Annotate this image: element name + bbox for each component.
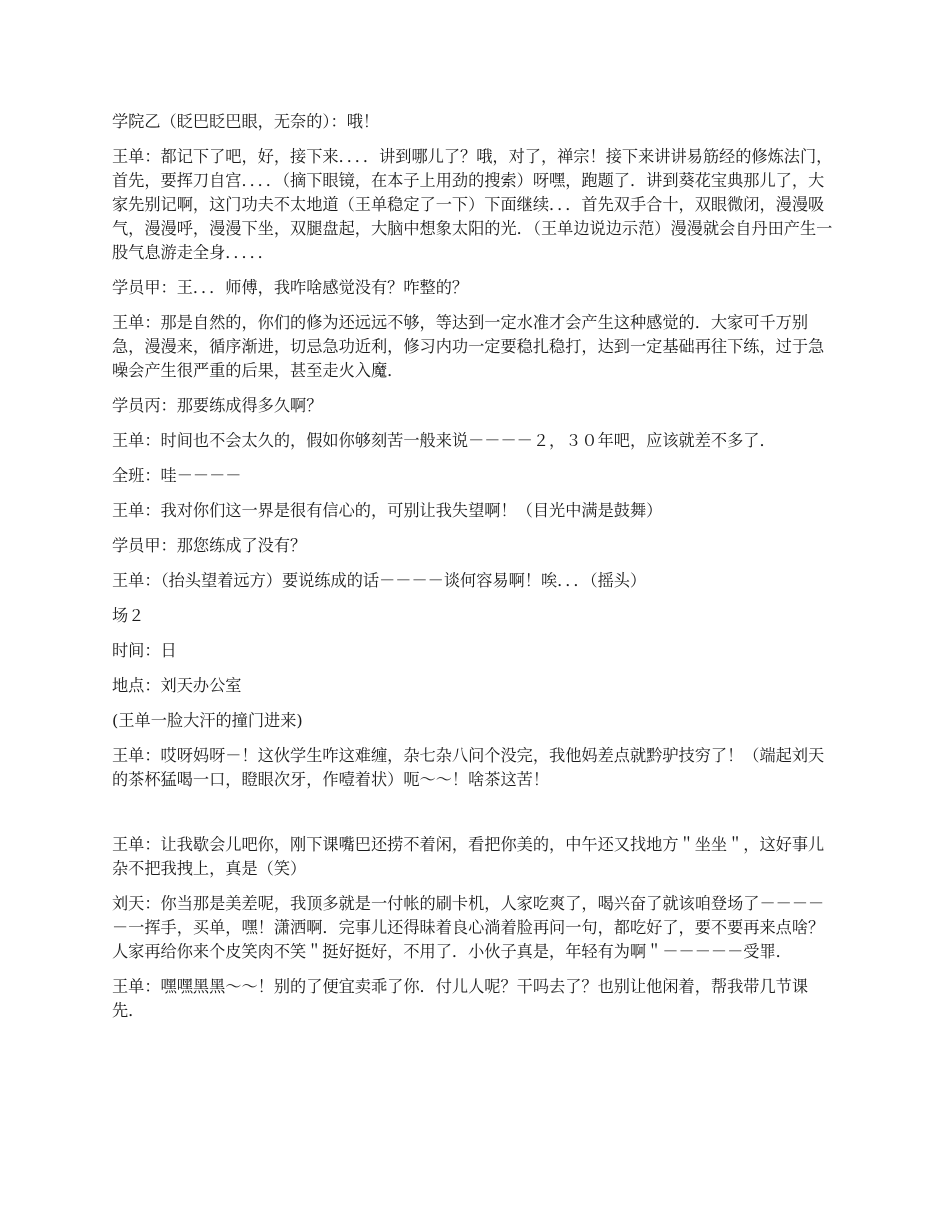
paragraph-9: 学员甲：那您练成了没有？ [112, 536, 307, 555]
paragraph-16: 王单：让我歇会儿吧你，刚下课嘴巴还捞不着闲，看把你美的，中午还又找地方＂坐坐＂，这好事儿杂不把我拽上，真是（笑） [112, 835, 825, 878]
paragraph-17: 刘天：你当那是美差呢，我顶多就是一付帐的刷卡机，人家吃爽了，喝兴奋了就该咱登场了－－－－－一挥手，买单，嘿！潇洒啊．完事儿还得昧着良心淌着脸再问一句，都吃好了，要不要再来点啥？人家再给你来个皮笑肉不笑＂挺好挺好，不用了．小伙子真是，年轻有为啊＂－－－－－受罪． [112, 894, 825, 961]
document-page [112, 110, 840, 1034]
stage-direction: (王单一脸大汗的撞门进来) [112, 711, 303, 730]
paragraph-3: 学员甲：王．．．师傅，我咋啥感觉没有？咋整的？ [112, 278, 469, 297]
paragraph-5: 学员丙：那要练成得多久啊？ [112, 396, 323, 415]
section-gap [112, 803, 840, 833]
paragraph-15: 王单：哎呀妈呀－！这伙学生咋这难缠，杂七杂八问个没完，我他妈差点就黔驴技穷了！（端起刘天的茶杯猛喝一口，瞪眼次牙，作噎着状）呃～～！啥茶这苦！ [112, 746, 825, 789]
paragraph-6: 王单：时间也不会太久的，假如你够刻苦一般来说－－－－２，３０年吧，应该就差不多了． [112, 431, 776, 450]
paragraph-18: 王单：嘿嘿黑黑～～！别的了便宜卖乖了你．付儿人呢？干吗去了？也别让他闲着，帮我带几节课先． [112, 977, 809, 1020]
scene-location: 地点：刘天办公室 [112, 676, 242, 695]
paragraph-4: 王单：那是自然的，你们的修为还远远不够，等达到一定水准才会产生这种感觉的．大家可千万别急，漫漫来，循序渐进，切忌急功近利，修习内功一定要稳扎稳打，达到一定基础再往下练，过于急噪会产生很严重的后果，甚至走火入魔． [112, 313, 825, 380]
scene-time: 时间：日 [112, 641, 177, 660]
scene-heading: 场２ [112, 606, 145, 625]
paragraph-2: 王单：都记下了吧，好，接下来．．．．讲到哪儿了？哦，对了，禅宗！接下来讲讲易筋经的修炼法门，首先，要挥刀自宫．．．．（摘下眼镜，在本子上用劲的搜索）呀嘿，跑题了．讲到葵花宝典那儿了，大家先别记啊，这门功夫不太地道（王单稳定了一下）下面继续．．．首先双手合十，双眼微闭，漫漫吸气，漫漫呼，漫漫下坐，双腿盘起，大脑中想象太阳的光．（王单边说边示范）漫漫就会自丹田产生一股气息游走全身．．．．． [112, 147, 833, 262]
paragraph-1: 学院乙（眨巴眨巴眼，无奈的）：哦！ [112, 112, 380, 131]
paragraph-8: 王单：我对你们这一界是很有信心的，可别让我失望啊！（目光中满是鼓舞） [112, 501, 663, 520]
paragraph-7: 全班：哇－－－－ [112, 466, 242, 485]
paragraph-10: 王单：（抬头望着远方）要说练成的话－－－－谈何容易啊！唉．．．（摇头） [112, 571, 647, 590]
